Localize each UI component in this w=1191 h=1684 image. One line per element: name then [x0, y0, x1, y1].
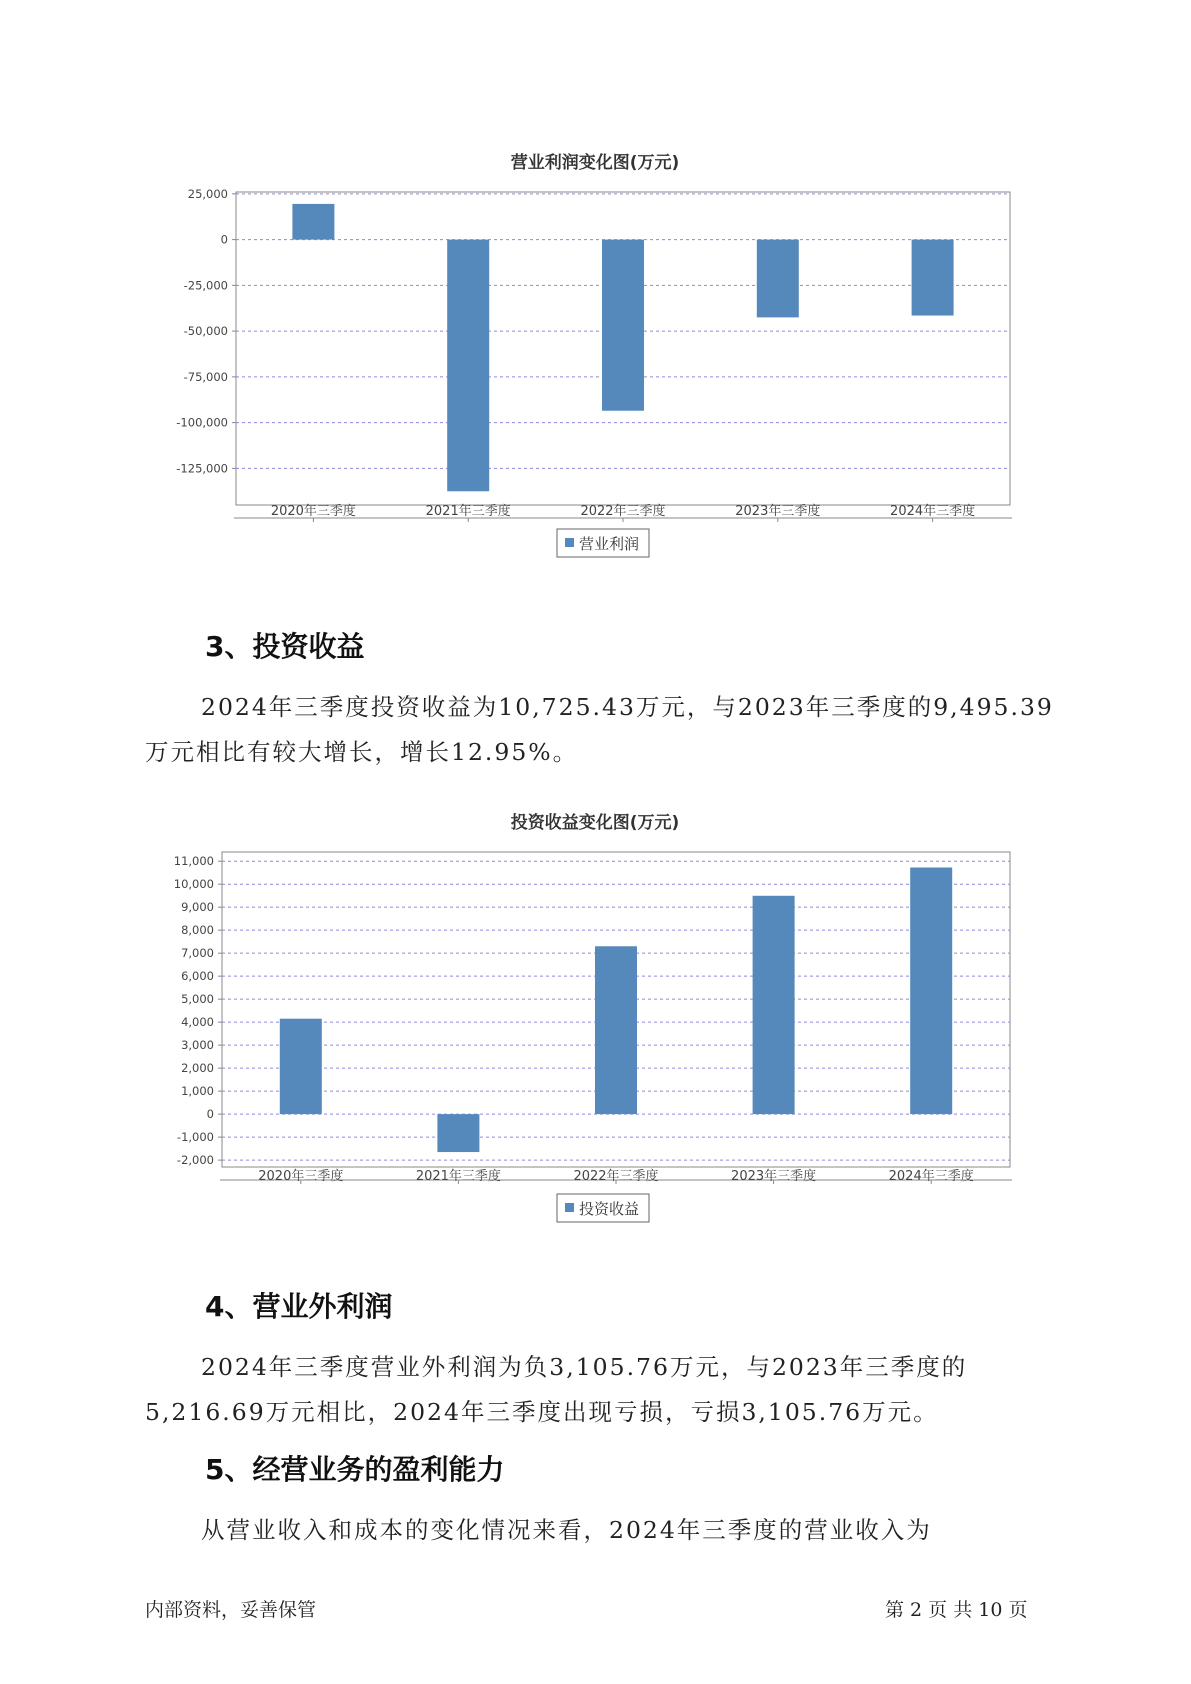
- bar: [910, 868, 952, 1115]
- y-tick-label: -1,000: [176, 1130, 214, 1145]
- footer-page-number: 第 2 页 共 10 页: [885, 1599, 1028, 1621]
- section-heading-non-operating-profit: 4、营业外利润: [205, 1290, 393, 1323]
- y-tick-label: 10,000: [173, 877, 214, 892]
- bar: [280, 1019, 322, 1114]
- section-paragraph-investment-income: 2024年三季度投资收益为10,725.43万元，与2023年三季度的9,495.39万元相比有较大增长，增长12.95%。: [145, 693, 1054, 766]
- x-category-label: 2024年三季度: [888, 1169, 974, 1184]
- y-tick-label: 3,000: [181, 1038, 214, 1053]
- investment-income-chart-svg: [0, 805, 1191, 1265]
- section-heading-profitability: 5、经营业务的盈利能力: [205, 1453, 505, 1486]
- bar: [437, 1114, 479, 1152]
- x-category-label: 2023年三季度: [735, 504, 821, 519]
- legend-label: 营业利润: [579, 535, 640, 553]
- legend-swatch: [565, 1203, 574, 1212]
- section-heading-investment-income: 3、投资收益: [205, 630, 365, 663]
- y-tick-label: 1,000: [181, 1084, 214, 1099]
- chart-title: 营业利润变化图(万元): [510, 153, 680, 173]
- section-paragraph-profitability: 从营业收入和成本的变化情况来看，2024年三季度的营业收入为: [201, 1516, 932, 1544]
- x-category-label: 2023年三季度: [731, 1169, 817, 1184]
- y-tick-label: 25,000: [187, 186, 228, 201]
- bar: [753, 896, 795, 1114]
- x-category-label: 2021年三季度: [415, 1169, 501, 1184]
- x-category-label: 2022年三季度: [573, 1169, 659, 1184]
- x-category-label: 2021年三季度: [425, 504, 511, 519]
- y-tick-label: -75,000: [183, 369, 228, 384]
- y-tick-label: 6,000: [181, 969, 214, 984]
- y-tick-label: 7,000: [181, 946, 214, 961]
- bar: [602, 240, 644, 411]
- y-tick-label: -50,000: [183, 324, 228, 339]
- chart-title: 投资收益变化图(万元): [510, 813, 680, 833]
- investment-income-chart: [0, 805, 1191, 1265]
- legend-label: 投资收益: [579, 1200, 640, 1218]
- y-tick-label: 9,000: [181, 900, 214, 915]
- y-tick-label: 4,000: [181, 1015, 214, 1030]
- y-tick-label: -100,000: [176, 415, 228, 430]
- operating-profit-chart: [0, 140, 1191, 600]
- bar: [292, 204, 334, 240]
- x-category-label: 2022年三季度: [580, 504, 666, 519]
- y-tick-label: 11,000: [173, 854, 214, 869]
- bar: [595, 946, 637, 1114]
- chart-legend: [557, 1194, 649, 1222]
- x-category-label: 2020年三季度: [270, 504, 356, 519]
- y-tick-label: 8,000: [181, 923, 214, 938]
- y-tick-label: 0: [220, 232, 228, 247]
- bar: [912, 240, 954, 316]
- x-category-label: 2020年三季度: [258, 1169, 344, 1184]
- y-tick-label: -125,000: [176, 461, 228, 476]
- footer-confidential-note: 内部资料，妥善保管: [145, 1599, 317, 1621]
- y-tick-label: 0: [206, 1107, 214, 1122]
- y-tick-label: -2,000: [176, 1153, 214, 1168]
- operating-profit-chart-svg: [0, 140, 1191, 600]
- y-tick-label: 2,000: [181, 1061, 214, 1076]
- section-paragraph-non-operating-profit: 2024年三季度营业外利润为负3,105.76万元，与2023年三季度的5,216.69万元相比，2024年三季度出现亏损，亏损3,105.76万元。: [145, 1353, 968, 1426]
- x-category-label: 2024年三季度: [890, 504, 976, 519]
- y-tick-label: -25,000: [183, 278, 228, 293]
- bar: [757, 240, 799, 318]
- chart-legend: [557, 529, 649, 557]
- y-tick-label: 5,000: [181, 992, 214, 1007]
- legend-swatch: [565, 538, 574, 547]
- bar: [447, 240, 489, 492]
